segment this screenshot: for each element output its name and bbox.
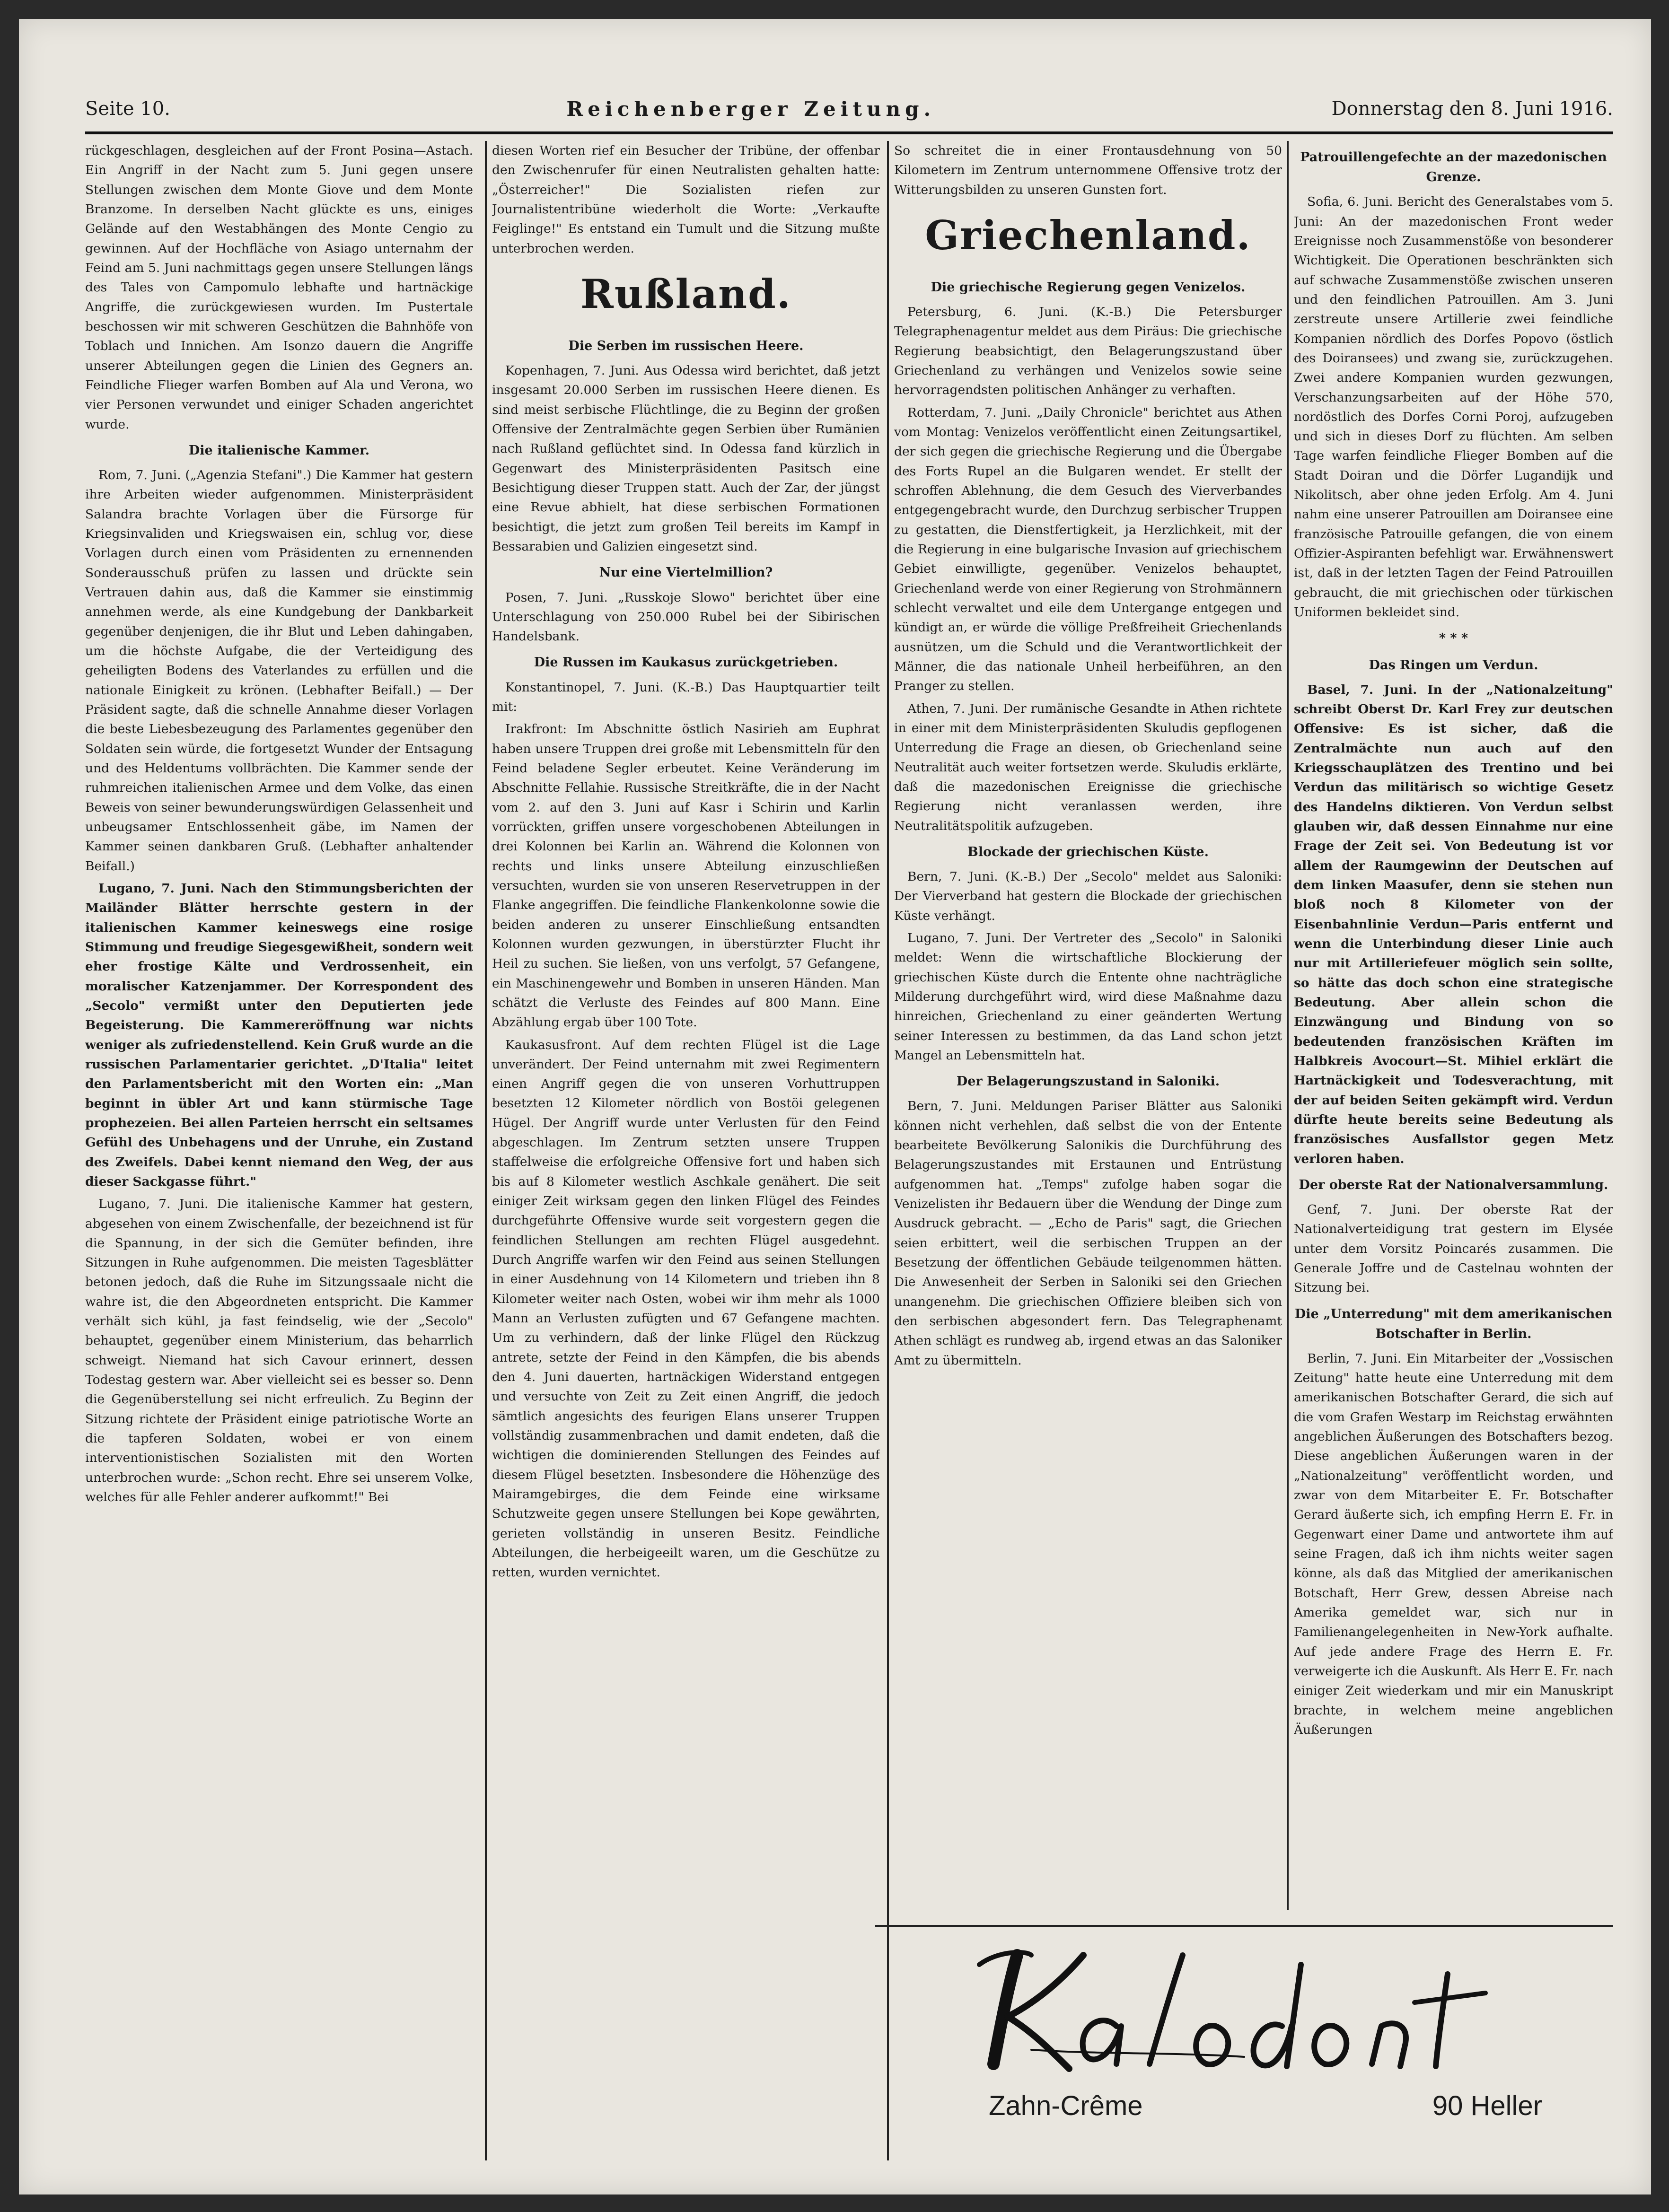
separator-stars: * * * [1439, 631, 1468, 646]
page-number: Seite 10. [85, 98, 170, 120]
column-divider [485, 141, 487, 2160]
article-paragraph: Petersburg, 6. Juni. (K.-B.) Die Petersburger Telegraphenagentur meldet aus dem Piräus: Die griechische Regierung beabsichtigt, den Belagerungszustand über Griechenland zu verhängen und Venizelos sowie seine hervorragendsten politischen Anhänger zu verhaften. [894, 305, 1282, 398]
article-paragraph: Lugano, 7. Juni. Die italienische Kammer hat gestern, abgesehen von einem Zwischenfalle, der bezeichnend ist für die Spannung, in der sich die Gemüter befinden, ihre Sitzungen in Ruhe aufgenommen. Die meisten Tagesblätter betonen jedoch, daß die Ruhe im Sitzungssaale nicht die wahre ist, die den Abgeordneten entspricht. Die Kammer verhält sich kühl, ja fast feindselig, wie der „Secolo" behauptet, gegenüber einem Ministerium, das beharrlich schweigt. Niemand hat sich Cavour erinnert, dessen Todestag gestern war. Aber vielleicht sei es besser so. Denn die Gegenüberstellung sei nicht erfreulich. Zu Beginn der Sitzung richtete der Präsident einige patriotische Worte an die tapferen Soldaten, wobei er von einem interventionistischen Sozialisten mit den Worten unterbrochen wurde: „Schon recht. Ehre sei unserem Volke, welches für alle Fehler anderer aufkommt!" Bei [85, 1197, 473, 1505]
section-heading: Die griechische Regierung gegen Venizelos. [931, 280, 1246, 295]
section-heading: Patrouillengefechte an der mazedonischen Grenze. [1300, 150, 1607, 185]
section-heading: Die italienische Kammer. [188, 443, 370, 458]
article-paragraph: Kopenhagen, 7. Juni. Aus Odessa wird berichtet, daß jetzt insgesamt 20.000 Serben im russischen Heere dienen. Es sind meist serbische Flüchtlinge, die zu Beginn der großen Offensive der Zentralmächte gegen Serbien über Rumänien nach Rußland geflüchtet sind. In Odessa fand kürzlich in Gegenwart des Ministerpräsidenten Pasitsch eine Besichtigung dieser Truppen statt. Auch der Zar, der jüngst eine Revue abhielt, hat diese serbischen Formationen besichtigt, die jetzt zum großen Teil bereits im Kampf in Bessarabien und Galizien eingesetzt sind. [492, 363, 880, 554]
article-paragraph: Irakfront: Im Abschnitte östlich Nasirieh am Euphrat haben unsere Truppen drei große mit Lebensmitteln für den Feind beladene Segler erbeutet. Keine Veränderung im Abschnitte Fellahie. Russische Streitkräfte, die in der Nacht vom 2. auf den 3. Juni auf Kasr i Schirin und Karlin vorrückten, griffen unsere vorgeschobenen Abteilungen in drei Kolonnen bei Karlin an. Während die Kolonnen von rechts und links unsere Abteilung einzuschließen versuchten, wurden sie von unseren Reservetruppen in der Flanke angegriffen. Die feindliche Flankenkolonne sowie die beiden anderen zu unserer Einschließung entsandten Kolonnen wurden gezwungen, in überstürzter Flucht ihr Heil zu suchen. Sie ließen, von uns verfolgt, 57 Gefangene, ein Maschinengewehr und Bomben in unseren Händen. Man schätzt die Verluste des Feindes auf 800 Mann. Eine Abzählung ergab über 100 Tote. [492, 722, 880, 1030]
article-paragraph: Berlin, 7. Juni. Ein Mitarbeiter der „Vossischen Zeitung" hatte heute eine Unterredung mit dem amerikanischen Botschafter Gerard, die sich auf die vom Grafen Westarp im Reichstag erwähnten angeblichen Äußerungen des Botschafters bezog. Diese angeblichen Äußerungen waren in der „Nationalzeitung" veröffentlicht worden, und zwar von dem Mitarbeiter E. Fr. Botschafter Gerard äußerte sich, ich empfing Herrn E. Fr. in Gegenwart einer Dame und antwortete ihm auf seine Fragen, daß ich ihm nichts weiter sagen könne, als daß das Mitglied der amerikanischen Botschaft, Herr Grew, dessen Abreise nach Amerika gemeldet war, sich nur in Familienangelegenheiten in New-York aufhalte. Auf jede andere Frage des Herrn E. Fr. verweigerte ich die Auskunft. Als Herr E. Fr. nach einiger Zeit wiederkam und mir ein Manuskript brachte, in welchem meine angeblichen Äußerungen [1294, 1351, 1613, 1738]
article-paragraph: Bern, 7. Juni. (K.-B.) Der „Secolo" meldet aus Saloniki: Der Vierverband hat gestern die Blockade der griechischen Küste verhängt. [894, 869, 1282, 923]
article-paragraph: rückgeschlagen, desgleichen auf der Front Posina—Astach. Ein Angriff in der Nacht zum 5. Juni gegen unsere Stellungen zwischen dem Monte Giove und dem Monte Branzome. In derselben Nacht glückte es uns, einiges Gelände auf den Westabhängen des Monte Cengio zu gewinnen. Auf der Hochfläche von Asiago unternahm der Feind am 5. Juni nachmittags gegen unsere Stellungen längs des Tales von Campomulo lebhafte und hartnäckige Angriffe, die zurückgewiesen wurden. Im Pustertale beschossen wir mit schweren Geschützen die Bahnhöfe von Toblach und Innichen. Am Isonzo dauern die Angriffe unserer Abteilungen gegen die Linien des Gegners an. Feindliche Flieger warfen Bomben auf Ala und Verona, wo vier Personen verwundet und einiger Schaden angerichtet wurde. [85, 143, 473, 432]
section-heading: Die „Unterredung" mit dem amerikanischen Botschafter in Berlin. [1294, 1306, 1613, 1341]
column-divider [887, 141, 889, 2160]
article-paragraph: Basel, 7. Juni. In der „Nationalzeitung" schreibt Oberst Dr. Karl Frey zur deutschen Offensive: Es ist sicher, daß die Zentralmächte nun auch auf den Kriegsschauplätzen des Trentino und bei Verdun das militärisch so wichtige Gesetz des Handelns diktieren. Von Verdun selbst glauben wir, daß dessen Einnahme nur eine Frage der Zeit sei. Von Bedeutung ist vor allem der Raumgewinn der Deutschen auf dem linken Maasufer, denn sie stehen nun bloß noch 8 Kilometer von der Eisenbahnlinie Verdun—Paris entfernt und wenn die Unterbindung dieser Linie auch nur mit Artilleriefeuer möglich sein sollte, so hätte das doch schon eine strategische Bedeutung. Aber allein schon die Einzwängung und Bindung von so bedeutenden französischen Kräften im Halbkreis Avocourt—St. Mihiel erklärt die Hartnäckigkeit und Todesverachtung, mit der auf beiden Seiten gekämpft wird. Verdun dürfte heute bereits seine Bedeutung als französisches Ausfallstor gegen Metz verloren haben. [1294, 682, 1613, 1166]
section-heading: Die Serben im russischen Heere. [568, 339, 804, 353]
article-paragraph: Kaukasusfront. Auf dem rechten Flügel ist die Lage unverändert. Der Feind unternahm mit zwei Regimentern einen Angriff gegen die von unseren Vorhuttruppen besetzten 12 Kilometer nördlich von Bostöi gelegenen Hügel. Der Angriff wurde unter Verlusten für den Feind abgeschlagen. Im Zentrum setzten unsere Truppen staffelweise die erfolgreiche Offensive fort und haben sich bis auf 8 Kilometer westlich Aschkale genähert. Die seit einiger Zeit wirksam gegen den linken Flügel des Feindes durchgeführte Offensive wurde seit vorgestern gegen die feindlichen Stellungen am rechten Flügel ausgedehnt. Durch Angriffe warfen wir den Feind aus seinen Stellungen in einer Ausdehnung von 14 Kilometern und trieben ihn 8 Kilometer weiter nach Osten, wobei wir ihm mehr als 1000 Mann an Verlusten zufügten und 67 Gefangene machten. Um zu verhindern, daß der linke Flügel den Rückzug antrete, setzte der Feind in den Kämpfen, die bis abends den 4. Juni dauerten, hartnäckigen Widerstand entgegen und versuchte von Zeit zu Zeit einen Angriff, die jedoch sämtlich angesichts des feurigen Elans unserer Truppen vollständig zusammenbrachen und damit endeten, daß die wichtigen die dominierenden Stellungen des Feindes auf diesem Flügel besetzten. Insbesondere die Höhenzüge des Mairamgebirges, die dem Feinde eine wirksame Schutzweite gegen unsere Stellungen bei Kope gewährten, gerieten vollständig in unseren Besitz. Feindliche Abteilungen, die herbeigeeilt waren, um die Geschütze zu retten, wurden vernichtet. [492, 1037, 880, 1580]
article-paragraph: Bern, 7. Juni. Meldungen Pariser Blätter aus Saloniki können nicht verhehlen, daß selbst die von der Entente bearbeitete Bevölkerung Salonikis die Durchführung des Belagerungszustandes mit Erstaunen und Entrüstung aufgenommen hat. „Temps" zufolge haben sogar die Venizelisten ihr Bedauern über die Wendung der Dinge zum Ausdruck gebracht. — „Echo de Paris" sagt, die Griechen seien erbittert, weil die serbischen Truppen an der Besetzung der öffentlichen Gebäude teilgenommen hätten. Die Anwesenheit der Serben in Saloniki sei den Griechen unangenehm. Die griechischen Offiziere bleiben sich von den serbischen abgesondert fern. Das Telegraphenamt Athen schlägt es rundweg ab, irgend etwas an das Saloniker Amt zu übermitteln. [894, 1099, 1282, 1368]
ad-price: 90 Heller [1432, 2090, 1542, 2121]
column-2 [492, 141, 880, 2160]
article-paragraph: diesen Worten rief ein Besucher der Tribüne, der offenbar den Zwischenrufer für einen Neutralisten gehalten hatte: „Österreicher!" Die Sozialisten riefen zur Journalistentribüne wiederholt die Worte: „Verkaufte Feiglinge!" Es entstand ein Tumult und die Sitzung mußte unterbrochen werden. [492, 143, 880, 256]
article-paragraph: Sofia, 6. Juni. Bericht des Generalstabes vom 5. Juni: An der mazedonischen Front weder Ereignisse noch Zusammenstöße von besonderer Wichtigkeit. Die Operationen beschränkten sich auf schwache Zusammenstöße zwischen unseren und den feindlichen Patrouillen. Am 3. Juni zerstreute unsere Artillerie zwei feindliche Kompanien nördlich des Dorfes Popovo (östlich des Doiransees) und zwang sie, zurückzugehen. Zwei andere Kompanien wurden gezwungen, Verschanzungsarbeiten auf der Höhe 570, nordöstlich des Dorfes Corni Poroj, aufzugeben und sich in dieses Dorf zu flüchten. Am selben Tage warfen feindliche Flieger Bomben auf die Stadt Doiran und die Dörfer Lugandijk und Nikolitsch, aber ohne jeden Erfolg. Am 4. Juni nahm eine unserer Patrouillen am Doiransee eine französische Patrouille gefangen, die von einem Offizier-Aspiranten befehligt war. Erwähnenswert ist, daß in der letzten Tagen der Feind Patrouillen gebraucht, die mit griechischen oder türkischen Uniformen bekleidet sind. [1294, 194, 1613, 620]
section-heading: Der oberste Rat der Nationalversammlung. [1299, 1177, 1608, 1192]
ad-product: Zahn-Crême [989, 2090, 1143, 2121]
section-heading: Die Russen im Kaukasus zurückgetrieben. [534, 655, 838, 670]
section-heading: Blockade der griechischen Küste. [967, 844, 1209, 859]
article-paragraph: Konstantinopel, 7. Juni. (K.-B.) Das Hauptquartier teilt mit: [492, 680, 880, 714]
section-title: Griechenland. [925, 211, 1251, 259]
issue-date: Donnerstag den 8. Juni 1916. [1331, 98, 1613, 120]
article-paragraph: Athen, 7. Juni. Der rumänische Gesandte in Athen richtete in einer mit dem Ministerpräsidenten Skuludis gepflogenen Unterredung die Frage an diesen, ob Griechenland seine Neutralität auch weiter fortsetzen werde. Skuludis erklärte, daß die mazedonischen Ereignisse die griechische Regierung nicht veranlassen werden, ihre Neutralitätspolitik aufzugeben. [894, 701, 1282, 833]
newspaper-page [19, 19, 1651, 2195]
header-rule [85, 131, 1613, 134]
kalodont-script-logo [960, 1936, 1537, 2078]
page-header [85, 90, 1613, 128]
masthead-title: Reichenberger Zeitung. [566, 97, 936, 121]
article-paragraph: Lugano, 7. Juni. Der Vertreter des „Secolo" in Saloniki meldet: Wenn die wirtschaftliche Blockierung der griechischen Küste durch die Entente ohne nachträgliche Milderung durchgeführt wird, wird diese Maßnahme dazu hinreichen, Griechenland zu einer geänderten Wertung seiner Interessen zu bestimmen, da das Land schon jetzt Mangel an Lebensmitteln hat. [894, 931, 1282, 1063]
column-3 [894, 141, 1282, 1910]
kalodont-logo [960, 1936, 1537, 2078]
section-title: Rußland. [580, 270, 792, 317]
column-1 [85, 141, 473, 2160]
article-paragraph: Rom, 7. Juni. („Agenzia Stefani".) Die Kammer hat gestern ihre Arbeiten wieder aufgenommen. Ministerpräsident Salandra brachte Vorlagen über die Fürsorge für Kriegsinvaliden und Kriegswaisen ein, schlug vor, diese Vorlagen durch einen vom Präsidenten zu ernennenden Sonderausschuß prüfen zu lassen und drückte sein Vertrauen dahin aus, daß die Kammer sie einstimmig annehmen werde, als eine Kundgebung der Dankbarkeit gegenüber denjenigen, die ihr Blut und Leben dahingaben, um die höchste Aufgabe, die der Verteidigung des geheiligten Bodens des Vaterlandes zu erfüllen und die nationale Einigkeit zu krönen. (Lebhafter Beifall.) — Der Präsident sagte, daß die schnelle Annahme dieser Vorlagen die beste Liebesbezeugung des Parlamentes gegenüber den Soldaten sein würde, die fortgesetzt Wunder der Entsagung und des Heldentums vollbrächten. Die Kammer sende der ruhmreichen italienischen Armee und dem Volke, das einen Beweis von seiner bewunderungswürdigen Gelassenheit und unbeugsamer Entschlossenheit gäbe, im Namen der Kammer seinen dankbaren Gruß. (Lebhafter anhaltender Beifall.) [85, 468, 473, 874]
kalodont-advertisement [875, 1925, 1613, 2147]
section-heading: Nur eine Viertelmillion? [599, 565, 773, 580]
article-paragraph: Posen, 7. Juni. „Russkoje Slowo" berichtet über eine Unterschlagung von 250.000 Rubel bei der Sibirischen Handelsbank. [492, 590, 880, 644]
section-heading: Der Belagerungszustand in Saloniki. [956, 1074, 1220, 1089]
article-paragraph: Lugano, 7. Juni. Nach den Stimmungsberichten der Mailänder Blätter herrschte gestern in der italienischen Kammer keineswegs eine rosige Stimmung und freudige Siegesgewißheit, sondern weit eher frostige Kälte und Verdrossenheit, ein moralischer Katzenjammer. Der Korrespondent des „Secolo" vermißt unter den Deputierten jede Begeisterung. Die Kammereröffnung war nichts weniger als zufriedenstellend. Kein Gruß wurde an die russischen Parlamentarier gerichtet. „D'Italia" leitet den Parlamentsbericht mit den Worten ein: „Man beginnt in übler Art und kann stürmische Tage prophezeien. Bei allen Parteien herrscht ein seltsames Gefühl des Unbehagens und der Unruhe, ein Zustand des Zweifels. Dabei kennt niemand den Weg, der aus dieser Sackgasse führt." [85, 881, 473, 1189]
column-divider [1287, 141, 1289, 1910]
article-paragraph: So schreitet die in einer Frontausdehnung von 50 Kilometern im Zentrum unternommene Offensive trotz der Witterungsbilden zu unseren Gunsten fort. [894, 143, 1282, 197]
article-paragraph: Genf, 7. Juni. Der oberste Rat der Nationalverteidigung trat gestern im Elysée unter dem Vorsitz Poincarés zusammen. Die Generale Joffre und de Castelnau wohnten der Sitzung bei. [1294, 1202, 1613, 1295]
column-4 [1294, 141, 1613, 1910]
section-heading: Das Ringen um Verdun. [1369, 657, 1538, 673]
article-paragraph: Rotterdam, 7. Juni. „Daily Chronicle" berichtet aus Athen vom Montag: Venizelos veröffentlicht einen Zeitungsartikel, der sich gegen die griechische Regierung und die Übergabe des Forts Rupel an die Bulgaren wendet. Er stellt der schroffen Ablehnung, die dem Gesuch des Vierverbandes entgegengebracht wurde, den Durchzug serbischer Truppen zu gestatten, die Dienstfertigkeit, ja Herzlichkeit, mit der die Regierung in eine bulgarische Invasion auf griechischem Gebiet einwilligte, gegenüber. Venizelos behauptet, Griechenland werde von einer Regierung von Strohmännern schlecht verwaltet und eile dem Untergange entgegen und kündigt an, er würde die völlige Preßfreiheit Griechenlands ausnützen, um die Schuld und die Verantwortlichkeit der Männer, die das nationale Unheil herbeiführen, an den Pranger zu stellen. [894, 405, 1282, 694]
